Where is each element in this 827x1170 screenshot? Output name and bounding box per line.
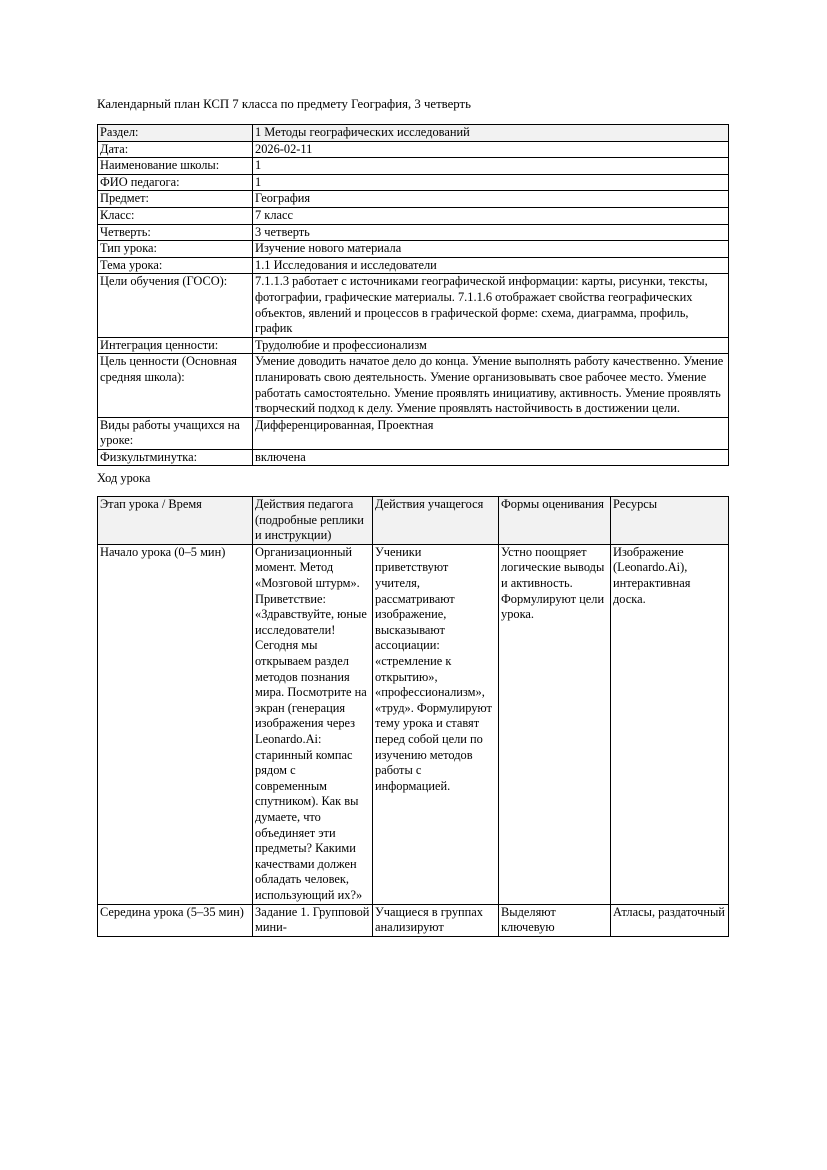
- info-row-value: включена: [253, 449, 729, 466]
- info-row-value: 1.1 Исследования и исследователи: [253, 257, 729, 274]
- info-row-value: Умение доводить начатое дело до конца. Умение выполнять работу качественно. Умение планировать свою деятельность. Умение организовывать свое рабочее место. Умение работать самостоятельно. Умение проявлять инициативу, активность. Умение проявлять творческий подход к делу. Умение проявлять настойчивость в достижении цели.: [253, 354, 729, 417]
- lesson-table-header-row: [98, 497, 729, 545]
- lesson-cell-teacher-actions: Организационный момент. Метод «Мозговой штурм». Приветствие: «Здравствуйте, юные исследователи! Сегодня мы открываем раздел методов познания мира. Посмотрите на экран (генерация изображения через Leonardo.Ai: старинный компас рядом с современным спутником). Как вы думаете, что объединяет эти предметы? Какими качествами должен обладать человек, использующий их?»: [253, 544, 373, 904]
- lesson-column-header: Действия педагога (подробные реплики и инструкции): [253, 497, 373, 545]
- info-row-value: 2026-02-11: [253, 141, 729, 158]
- lesson-cell-assessment: Выделяют ключевую: [499, 904, 611, 936]
- document-title: Календарный план КСП 7 класса по предмету География, 3 четверть: [97, 97, 471, 111]
- info-row-label: Цель ценности (Основная средняя школа):: [98, 354, 253, 417]
- info-row: [98, 337, 729, 354]
- info-row-label: Наименование школы:: [98, 158, 253, 175]
- info-row: [98, 224, 729, 241]
- info-row: [98, 449, 729, 466]
- info-row-value: 3 четверть: [253, 224, 729, 241]
- section-heading: Ход урока: [97, 471, 151, 486]
- lesson-cell-stage: Начало урока (0–5 мин): [98, 544, 253, 904]
- lesson-cell-resources: Атласы, раздаточный: [611, 904, 729, 936]
- info-row: [98, 257, 729, 274]
- info-row-value: 7.1.1.3 работает с источниками географической информации: карты, рисунки, тексты, фотографии, графические материалы. 7.1.1.6 отображает свойства географических объектов, явлений и процессов в графической форме: схема, диаграмма, профиль, график: [253, 274, 729, 337]
- info-row: [98, 191, 729, 208]
- info-row-label: Тип урока:: [98, 241, 253, 258]
- lesson-cell-teacher-actions: Задание 1. Групповой мини-: [253, 904, 373, 936]
- info-row-label: Цели обучения (ГОСО):: [98, 274, 253, 337]
- lesson-column-header: Ресурсы: [611, 497, 729, 545]
- document-content: [97, 97, 728, 937]
- info-row-label: Виды работы учащихся на уроке:: [98, 417, 253, 449]
- lesson-column-header: Действия учащегося: [373, 497, 499, 545]
- lesson-info-table: [97, 124, 729, 466]
- info-row-value: Дифференцированная, Проектная: [253, 417, 729, 449]
- lesson-cell-student-actions: Учащиеся в группах анализируют: [373, 904, 499, 936]
- info-row-label: Тема урока:: [98, 257, 253, 274]
- info-row-label: Класс:: [98, 207, 253, 224]
- info-row-label: Раздел:: [98, 125, 253, 142]
- info-row-value: 1: [253, 174, 729, 191]
- info-row: [98, 274, 729, 337]
- info-row: [98, 141, 729, 158]
- info-row: [98, 174, 729, 191]
- info-row-value: 1 Методы географических исследований: [253, 125, 729, 142]
- info-row-value: География: [253, 191, 729, 208]
- lesson-cell-student-actions: Ученики приветствуют учителя, рассматривают изображение, высказывают ассоциации: «стремление к открытию», «профессионализм», «труд». Формулируют тему урока и ставят перед собой цели по изучению методов работы с информацией.: [373, 544, 499, 904]
- info-row-label: ФИО педагога:: [98, 174, 253, 191]
- info-row-value: 1: [253, 158, 729, 175]
- info-row-label: Интеграция ценности:: [98, 337, 253, 354]
- info-row: [98, 125, 729, 142]
- lesson-cell-assessment: Устно поощряет логические выводы и активность. Формулируют цели урока.: [499, 544, 611, 904]
- lesson-flow-table: [97, 496, 729, 937]
- info-row-label: Дата:: [98, 141, 253, 158]
- info-row: [98, 158, 729, 175]
- lesson-cell-resources: Изображение (Leonardo.Ai), интерактивная доска.: [611, 544, 729, 904]
- info-row-value: Изучение нового материала: [253, 241, 729, 258]
- lesson-column-header: Этап урока / Время: [98, 497, 253, 545]
- info-row-value: 7 класс: [253, 207, 729, 224]
- lesson-column-header: Формы оценивания: [499, 497, 611, 545]
- lesson-row: [98, 904, 729, 936]
- info-row: [98, 207, 729, 224]
- lesson-cell-stage: Середина урока (5–35 мин): [98, 904, 253, 936]
- info-row: [98, 241, 729, 258]
- info-row-value: Трудолюбие и профессионализм: [253, 337, 729, 354]
- info-row-label: Предмет:: [98, 191, 253, 208]
- lesson-row: [98, 544, 729, 904]
- info-row: [98, 417, 729, 449]
- info-row: [98, 354, 729, 417]
- info-row-label: Физкультминутка:: [98, 449, 253, 466]
- info-row-label: Четверть:: [98, 224, 253, 241]
